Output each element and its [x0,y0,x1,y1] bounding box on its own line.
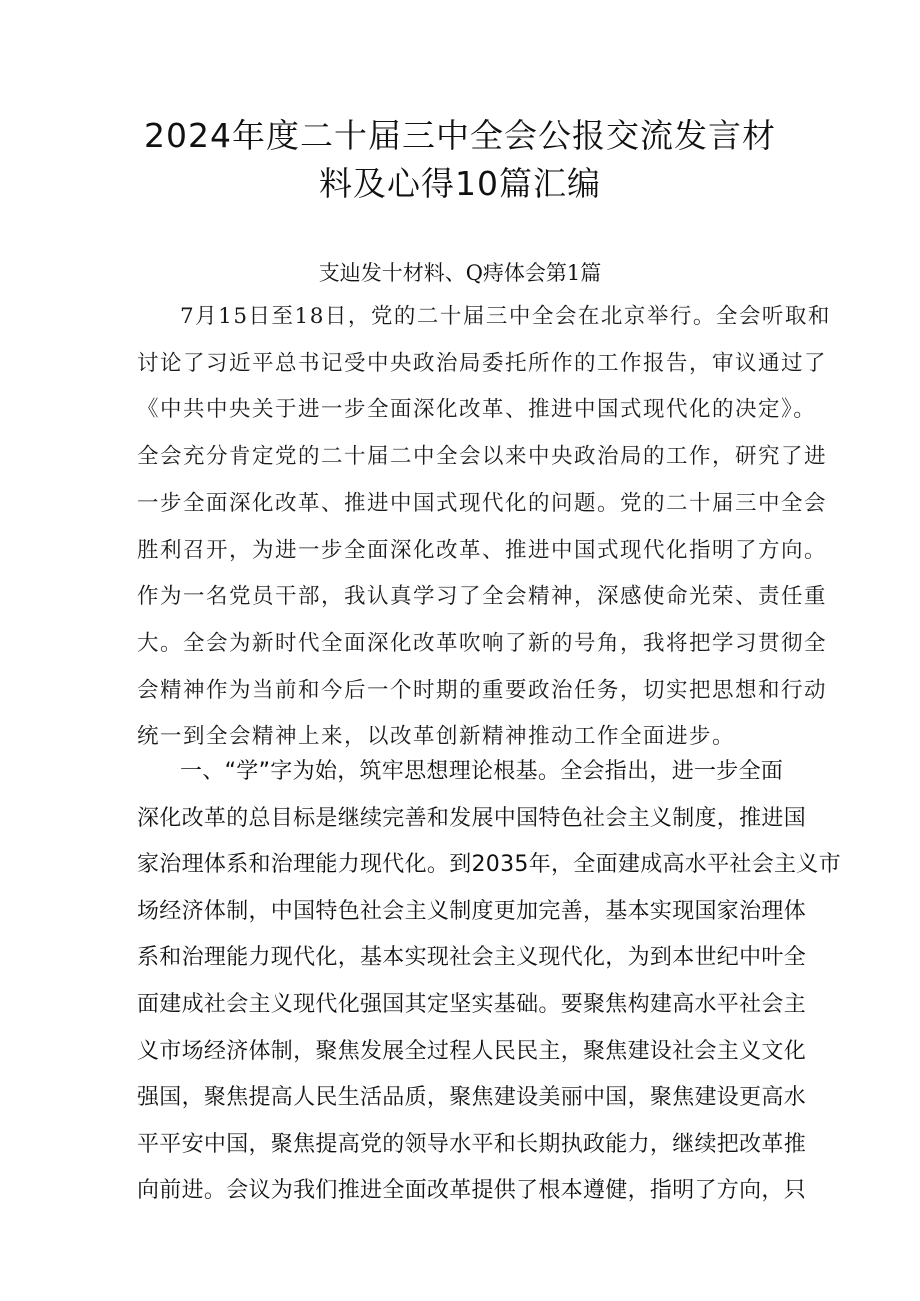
paragraph-line: 7月15日至18日，党的二十届三中全会在北京举行。全会听取和 [180,304,831,329]
title-line-2: 料及心得10篇汇编 [319,164,601,203]
study-paragraph [137,749,841,1215]
title-line-1: 2024年度二十届三中全会公报交流发言材 [144,116,776,155]
paragraph-line: 《中共中央关于进一步全面深化改革、推进中国式现代化的决定》。 [137,397,817,423]
paragraph-line: 统一到全会精神上来，以改革创新精神推动工作全面进步。 [137,724,736,750]
paragraph-line: 强国，聚焦提高人民生活品质，聚焦建设美丽中国，聚焦建设更高水 [137,1085,807,1111]
paragraph-line: 面建成社会主义现代化强国其定坚实基础。要聚焦构建高水平社会主 [137,991,807,1017]
paragraph-line: 作为一名党员干部，我认真学习了全会精神，深感使命光荣、责任重 [137,584,828,610]
section-subtitle: 支辿发十材料、Q痔体会第1篇 [318,261,602,285]
paragraph-line: 系和治理能力现代化，基本实现社会主义现代化，为到本世纪中叶全 [137,945,807,971]
paragraph-line: 平平安中国，聚焦提高党的领导水平和长期执政能力，继续把改革推 [137,1131,807,1157]
paragraph-line: 向前进。会议为我们推进全面改革提供了根本遵健，指明了方向，只 [137,1178,807,1204]
paragraph-line: 讨论了习近平总书记受中央政治局委托所作的工作报告，审议通过了 [137,350,828,376]
document-title [100,112,820,208]
paragraph-line: 家治理体系和治理能力现代化。到2035年，全面建成高水平社会主义市 [137,852,841,878]
paragraph-line: 大。全会为新时代全面深化改革吹响了新的号角，我将把学习贯彻全 [137,630,828,656]
paragraph-line: 一步全面深化改革、推进中国式现代化的问题。党的二十届三中全会 [137,490,828,516]
paragraph-line: 胜利召开，为进一步全面深化改革、推进中国式现代化指明了方向。 [137,537,828,563]
intro-paragraph [137,294,831,761]
paragraph-line: 全会充分肯定党的二十届二中全会以来中央政治局的工作，研究了进 [137,444,828,470]
paragraph-line: 一、“学”字为始，筑牢思想理论根基。全会指出，进一步全面 [180,759,784,784]
paragraph-line: 义市场经济体制，聚焦发展全过程人民民主，聚焦建设社会主义文化 [137,1038,807,1064]
paragraph-line: 场经济体制，中国特色社会主义制度更加完善，基本实现国家治理体 [137,898,807,924]
paragraph-line: 深化改革的总目标是继续完善和发展中国特色社会主义制度，推进国 [137,805,807,831]
paragraph-line: 会精神作为当前和今后一个时期的重要政治任务，切实把思想和行动 [137,677,828,703]
